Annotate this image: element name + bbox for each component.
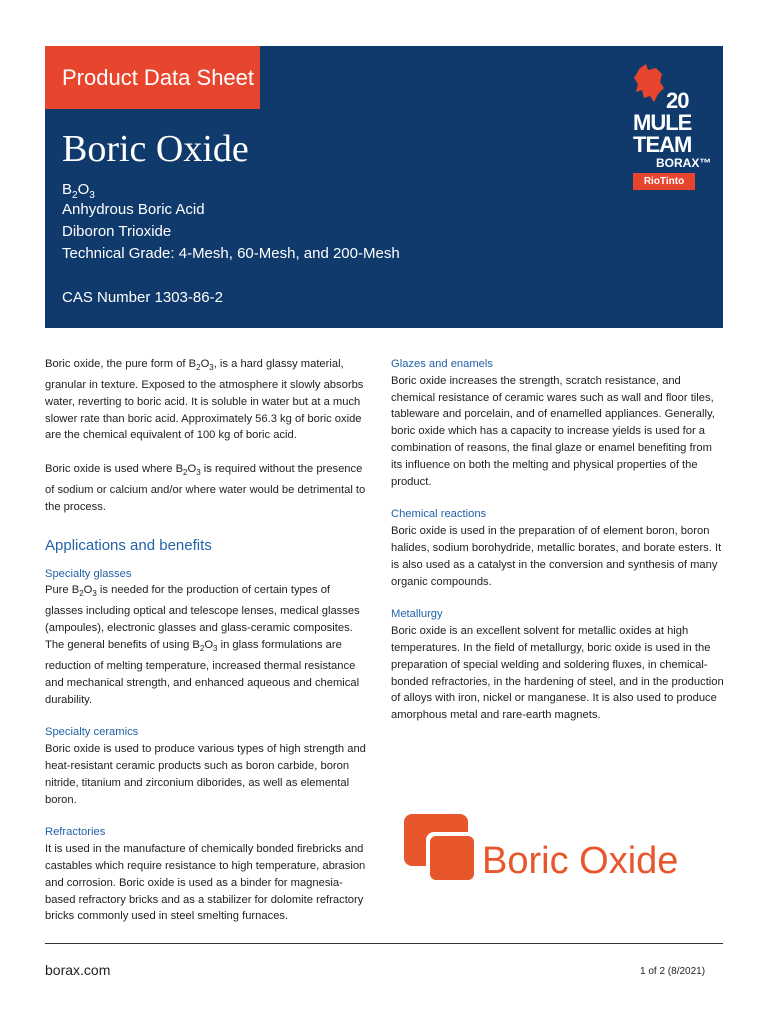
specialty-ceramics-section	[45, 724, 370, 808]
document-type-tab: Product Data Sheet	[45, 46, 260, 109]
specialty-glasses-heading: Specialty glasses	[45, 567, 132, 580]
footer-divider	[45, 943, 723, 944]
technical-grade: Technical Grade: 4-Mesh, 60-Mesh, and 200-Mesh	[62, 245, 400, 262]
metallurgy-section	[391, 606, 724, 724]
refractories-text: It is used in the manufacture of chemically bonded firebricks and castables which require resistance to high temperature, abrasion and corrosion. Boric oxide is used as a binder for magnesia-based refractory bricks and as a stabilizer for dolomite refractory bricks commonly used in steel smelting furnaces.	[45, 843, 366, 923]
chemical-reactions-text: Boric oxide is used in the preparation of of element boron, boron halides, sodium borohydride, metallic borates, and borate esters. It is also used as a catalyst in the conversion and synthesis of many organic compounds.	[391, 525, 722, 588]
left-column	[45, 356, 370, 941]
right-column	[391, 356, 724, 740]
metallurgy-heading: Metallurgy	[391, 608, 443, 621]
refractories-section	[45, 824, 370, 925]
chemical-reactions-heading: Chemical reactions	[391, 508, 487, 521]
brand-wordmark: Boric Oxide	[482, 840, 679, 882]
glazes-heading: Glazes and enamels	[391, 358, 493, 370]
synonym-2: Diboron Trioxide	[62, 223, 172, 240]
refractories-heading: Refractories	[45, 826, 106, 839]
mule-icon	[632, 64, 666, 104]
chemical-formula: $B_2O_3$	[62, 181, 95, 201]
specialty-glasses-text: Pure $B_2O_3$ is needed for the production of certain types of glasses including optical and telescope lenses, medical glasses (ampoules), electronic glasses and glass-ceramic composites. The general benefits of using $B_2O_3$ in glass formulations are reduction of melting temperature, increased thermal resistance and mechanical strength, and enhanced aqueous and chemical durability.	[45, 584, 360, 706]
footer-page-number: 1 of 2 (8/2021)	[640, 966, 706, 977]
logo-20: 20	[666, 88, 689, 113]
logo-borax: BORAX™	[656, 156, 712, 170]
cas-number: CAS Number 1303-86-2	[62, 289, 223, 306]
specialty-ceramics-text: Boric oxide is used to produce various types of high strength and heat-resistant ceramic products such as boron carbide, boron nitride, titanium and zirconium diborides, as well as elemental boron.	[45, 743, 366, 806]
chemical-reactions-section	[391, 506, 724, 590]
metallurgy-text: Boric oxide is an excellent solvent for metallic oxides at high temperatures. In the field of metallurgy, boric oxide is used in the preparation of special welding and soldering fluxes, in chemical-bonded refractories, in the hardening of steel, and in the production of alloys with iron, nickel or manganese. It is also used to produce amorphous metal and rare-earth magnets.	[391, 625, 724, 722]
mule-team-borax-logo	[628, 64, 712, 190]
synonym-1: Anhydrous Boric Acid	[62, 201, 205, 218]
glazes-section	[391, 356, 724, 490]
intro-paragraph-1: Boric oxide, the pure form of $B_2O_3$, is a hard glassy material, granular in texture. Exposed to the atmosphere it slowly absorbs water, reverting to boric acid. It is soluble in water but at a much slower rate than boric acid. Approximately 56.3 kg of boric oxide are the chemical equivalent of 100 kg of boric acid.	[45, 358, 364, 442]
specialty-glasses-section	[45, 566, 370, 709]
riotinto-badge: RioTinto	[633, 173, 695, 190]
glazes-text: Boric oxide increases the strength, scratch resistance, and chemical resistance of ceramic wares such as wall and floor tiles, tableware and porcelain, and of enamelled appliances. Generally, boric oxide which has a capacity to increase yields is used for a combination of reasons, the final glaze or enamel benefiting from its influence on both the melting and physical properties of the product.	[391, 374, 715, 488]
logo-mule: MULE	[633, 110, 692, 135]
logo-team: TEAM	[633, 132, 692, 157]
product-title: Boric Oxide	[62, 128, 249, 170]
specialty-ceramics-heading: Specialty ceramics	[45, 726, 139, 739]
footer-website[interactable]: borax.com	[45, 962, 111, 978]
intro-paragraph-2: Boric oxide is used where $B_2O_3$ is required without the presence of sodium or calcium and/or where water would be detrimental to the process.	[45, 463, 366, 513]
applications-heading: Applications and benefits	[45, 536, 212, 554]
